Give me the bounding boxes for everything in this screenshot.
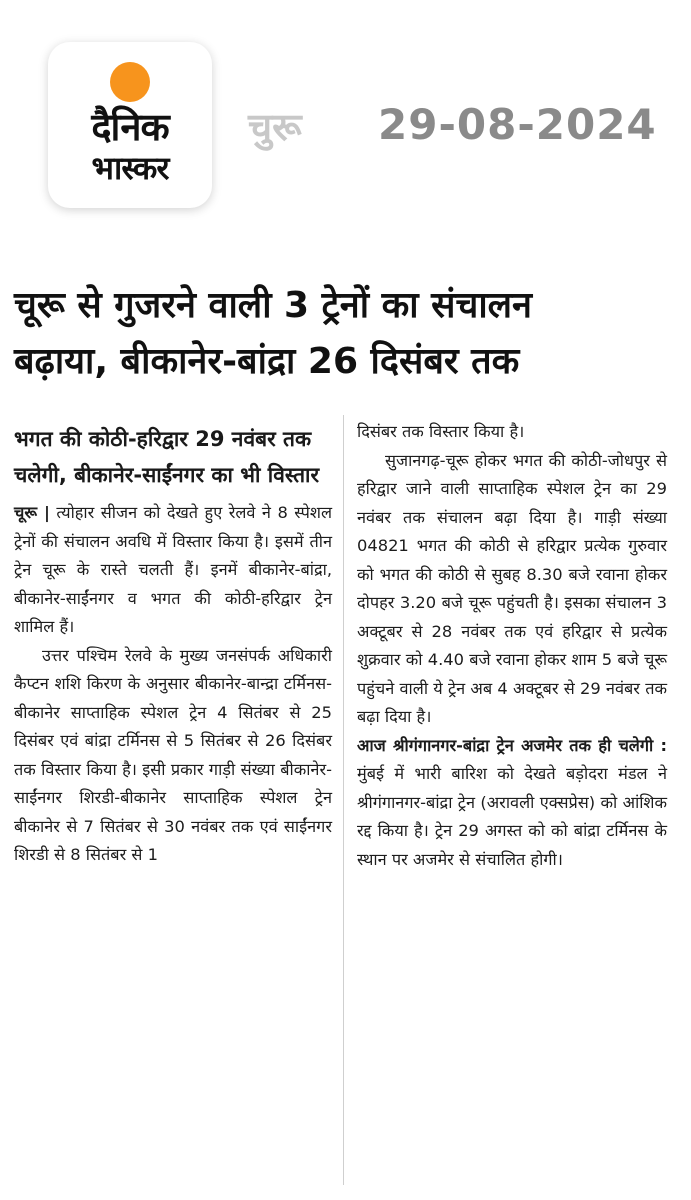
logo-text-line1: दैनिक (91, 105, 169, 149)
edition-date: 29-08-2024 (378, 100, 657, 149)
paragraph-intro (14, 499, 332, 642)
paragraph-intro-text: त्योहार सीजन को देखते हुए रेलवे ने 8 स्पेशल ट्रेनों की संचालन अवधि में विस्तार किया है। इसमें तीन ट्रेन चूरू के रास्ते चलती हैं। इनमें बीकानेर-बांद्रा, बीकानेर-साईंनगर व भगत की कोठी-हरिद्वार ट्रेन शामिल हैं। (14, 503, 332, 636)
paragraph-continuation: दिसंबर तक विस्तार किया है। (357, 422, 525, 441)
paragraph-aravali-head: आज श्रीगंगानगर-बांद्रा ट्रेन अजमेर तक ही चलेगी : (357, 735, 667, 755)
paragraph-bhagat-ki-kothi: सुजानगढ़-चूरू होकर भगत की कोठी-जोधपुर से हरिद्वार जाने वाली साप्ताहिक स्पेशल ट्रेन का 29 नवंबर तक संचालन बढ़ा दिया है। गाड़ी संख्या 04821 भगत की कोठी से हरिद्वार प्रत्येक गुरुवार को भगत की कोठी से सुबह 8.30 बजे रवाना होकर दोपहर 3.20 बजे चूरू पहुंचती है। इसका संचालन 3 अक्टूबर से 28 नवंबर तक एवं हरिद्वार से प्रत्येक शुक्रवार को 4.40 बजे रवाना होकर शाम 5 बजे चूरू पहुंचने वाली ये ट्रेन अब 4 अक्टूबर से 29 नवंबर तक बढ़ा दिया है। (357, 450, 667, 726)
article-subheadline: भगत की कोठी-हरिद्वार 29 नवंबर तक चलेगी, बीकानेर-साईंनगर का भी विस्तार (14, 427, 320, 487)
edition-city: चुरू (248, 105, 302, 149)
paragraph-aravali-express (357, 732, 667, 875)
dateline: चूरू | (14, 503, 50, 522)
headline-line1: चूरू से गुजरने वाली 3 ट्रेनों का संचालन (14, 285, 533, 326)
paragraph-aravali-text: मुंबई में भारी बारिश को देखते बड़ोदरा मंडल ने श्रीगंगानगर-बांद्रा ट्रेन (अरावली एक्सप्रेस) को आंशिक रद्द किया है। ट्रेन 29 अगस्त को को बांद्रा टर्मिनस के स्थान पर अजमेर से संचालित होगी। (357, 764, 667, 869)
headline-line2: बढ़ाया, बीकानेर-बांद्रा 26 दिसंबर तक (14, 341, 520, 382)
article-right-column (357, 418, 667, 874)
article-headline (14, 278, 682, 390)
paragraph-bikaner-bandra: उत्तर पश्चिम रेलवे के मुख्य जनसंपर्क अधिकारी कैप्टन शशि किरण के अनुसार बीकानेर-बान्द्रा टर्मिनस- बीकानेर साप्ताहिक स्पेशल ट्रेन 4 सितंबर से 25 दिसंबर एवं बांद्रा टर्मिनस से 5 सितंबर से 26 दिसंबर तक विस्तार किया है। इसी प्रकार गाड़ी संख्या बीकानेर-साईंनगर शिरडी-बीकानेर साप्ताहिक स्पेशल ट्रेन बीकानेर से 7 सितंबर से 30 नवंबर तक एवं साईंनगर शिरडी से 8 सितंबर से 1 (14, 645, 332, 864)
logo-text-line2: भास्कर (91, 149, 169, 187)
column-divider (343, 415, 344, 1185)
dainik-bhaskar-logo (48, 42, 212, 208)
sun-icon (110, 62, 150, 102)
article-left-column (14, 415, 332, 870)
